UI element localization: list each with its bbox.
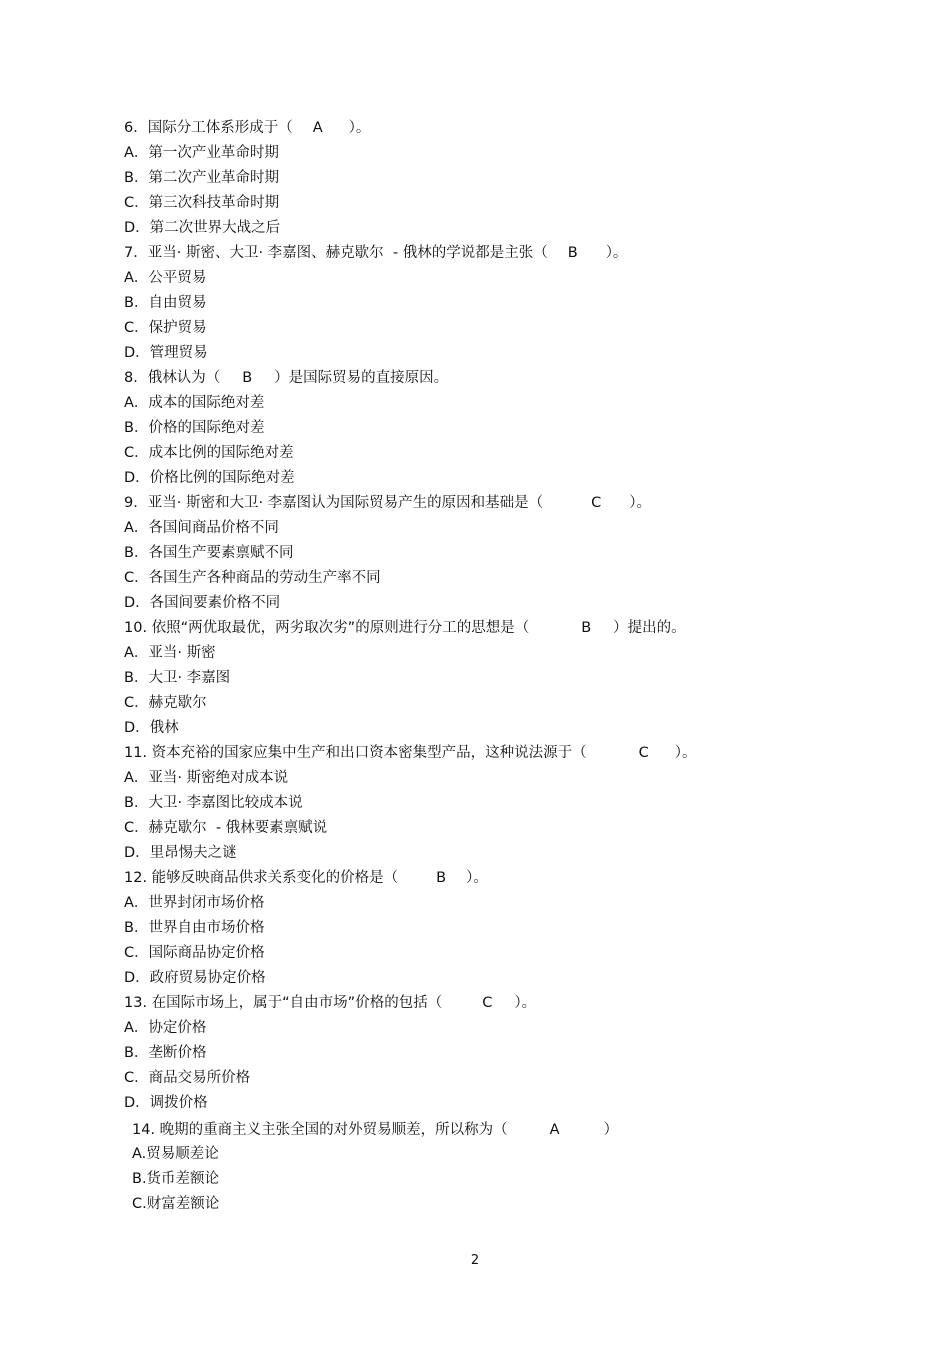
question-12-option-a: A．世界封闭市场价格 — [124, 895, 265, 911]
question-11-option-b: B．大卫· 李嘉图比较成本说 — [124, 795, 303, 811]
question-14-option-c: C.财富差额论 — [132, 1196, 220, 1212]
question-6-stem: 6．国际分工体系形成于（ A ）。 — [124, 120, 371, 136]
question-10-option-d: D．俄林 — [124, 720, 179, 736]
question-12-stem: 12. 能够反映商品供求关系变化的价格是（ B ）。 — [124, 870, 488, 886]
question-6-option-c: C．第三次科技革命时期 — [124, 195, 280, 211]
question-14-answer: A — [549, 1122, 560, 1138]
question-12-option-b: B．世界自由市场价格 — [124, 920, 265, 936]
question-8-answer: B — [242, 370, 253, 386]
question-13-option-d: D．调拨价格 — [124, 1095, 208, 1111]
question-8-stem: 8．俄林认为（ B ）是国际贸易的直接原因。 — [124, 370, 449, 386]
question-9-option-b: B．各国生产要素禀赋不同 — [124, 545, 294, 561]
question-11-stem: 11. 资本充裕的国家应集中生产和出口资本密集型产品，这种说法源于（ C ）。 — [124, 745, 697, 761]
question-13-option-b: B．垄断价格 — [124, 1045, 207, 1061]
question-6-option-d: D．第二次世界大战之后 — [124, 220, 281, 236]
page-number: 2 — [470, 1253, 480, 1268]
question-10-option-a: A．亚当· 斯密 — [124, 645, 216, 661]
question-7-answer: B — [567, 245, 578, 261]
question-9-option-c: C．各国生产各种商品的劳动生产率不同 — [124, 570, 381, 586]
question-12-option-c: C．国际商品协定价格 — [124, 945, 265, 961]
question-9-stem: 9．亚当· 斯密和大卫· 李嘉图认为国际贸易产生的原因和基础是（ C ）。 — [124, 495, 652, 511]
question-6-option-a: A．第一次产业革命时期 — [124, 145, 279, 161]
question-10-stem: 10. 依照“两优取最优，两劣取次劣”的原则进行分工的思想是（ B ）提出的。 — [124, 620, 686, 636]
question-8-option-a: A．成本的国际绝对差 — [124, 395, 265, 411]
question-10-answer: B — [581, 620, 592, 636]
question-14-option-b: B.货币差额论 — [132, 1171, 220, 1187]
question-9-answer: C — [591, 495, 602, 511]
question-11-option-d: D．里昂惕夫之谜 — [124, 845, 237, 861]
question-11-option-a: A．亚当· 斯密绝对成本说 — [124, 770, 289, 786]
question-6-option-b: B．第二次产业革命时期 — [124, 170, 279, 186]
question-12-answer: B — [436, 870, 447, 886]
question-8-option-d: D．价格比例的国际绝对差 — [124, 470, 295, 486]
question-13-answer: C — [482, 995, 493, 1011]
question-13-option-a: A．协定价格 — [124, 1020, 207, 1036]
question-10-option-c: C．赫克歇尔 — [124, 695, 207, 711]
question-14-stem: 14. 晚期的重商主义主张全国的对外贸易顺差，所以称为（ A ） — [132, 1122, 619, 1138]
question-7-option-b: B．自由贸易 — [124, 295, 207, 311]
question-8-option-b: B．价格的国际绝对差 — [124, 420, 265, 436]
question-14-option-a: A.贸易顺差论 — [132, 1146, 219, 1162]
question-7-option-a: A．公平贸易 — [124, 270, 207, 286]
question-8-option-c: C．成本比例的国际绝对差 — [124, 445, 294, 461]
question-11-option-c: C．赫克歇尔 - 俄林要素禀赋说 — [124, 820, 328, 836]
question-9-option-d: D．各国间要素价格不同 — [124, 595, 281, 611]
question-13-stem: 13. 在国际市场上，属于“自由市场”价格的包括（ C ）。 — [124, 995, 537, 1011]
question-13-option-c: C．商品交易所价格 — [124, 1070, 251, 1086]
question-12-option-d: D．政府贸易协定价格 — [124, 970, 266, 986]
question-10-option-b: B．大卫· 李嘉图 — [124, 670, 231, 686]
question-7-stem: 7．亚当· 斯密、大卫· 李嘉图、赫克歇尔 - 俄林的学说都是主张（ B ）。 — [124, 245, 628, 261]
question-6-answer: A — [312, 120, 323, 136]
question-11-answer: C — [638, 745, 649, 761]
question-7-option-c: C．保护贸易 — [124, 320, 207, 336]
question-9-option-a: A．各国间商品价格不同 — [124, 520, 279, 536]
question-7-option-d: D．管理贸易 — [124, 345, 208, 361]
